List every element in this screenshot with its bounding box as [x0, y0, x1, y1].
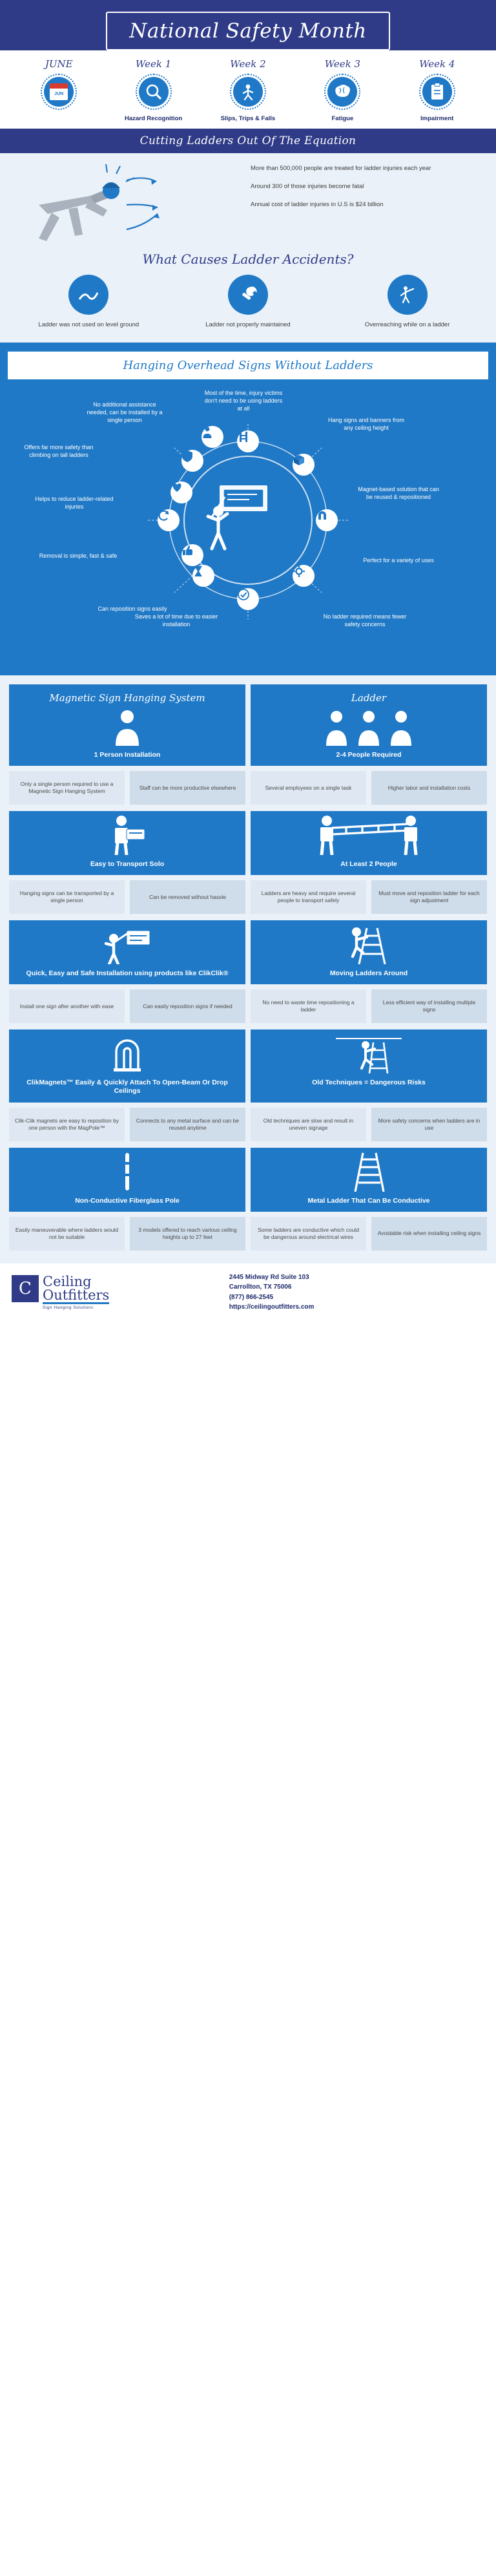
- person-on-ladder-icon: [254, 927, 483, 964]
- website-url[interactable]: https://ceilingoutfitters.com: [229, 1304, 315, 1311]
- fact-cell: Easily maneuverable where ladders would not be suitable: [9, 1217, 125, 1251]
- column-header-ladder: [251, 684, 487, 766]
- week-label: Week 2: [230, 58, 266, 70]
- check-shield-icon: [237, 588, 259, 610]
- panel-moving-ladders: [251, 920, 487, 984]
- comparison-headers: [9, 684, 487, 766]
- address-line: Carrollton, TX 75006: [229, 1283, 292, 1291]
- phone-number: (877) 866-2545: [229, 1293, 274, 1301]
- address-line: 2445 Midway Rd Suite 103: [229, 1273, 309, 1281]
- week-caption: Hazard Recognition: [124, 115, 183, 122]
- node-label: No additional assistance needed, can be installed by a single person: [87, 401, 163, 423]
- column-header-magnetic: [9, 684, 245, 766]
- one-person-icon: [13, 708, 242, 746]
- tired-brain-icon: [324, 74, 360, 110]
- cause-item-overreaching: [333, 275, 481, 330]
- slip-person-icon: [230, 74, 266, 110]
- fact-item: Around 300 of those injuries become fatal: [251, 183, 364, 191]
- person-climbing-ladder-wire-icon: [254, 1036, 483, 1073]
- panel-two-people: [251, 811, 487, 875]
- row-caption: ClikMagnets™ Easily & Quickly Attach To Open-Beam Or Drop Ceilings: [26, 1079, 228, 1095]
- box-icon: [293, 454, 315, 476]
- month-col-week3: [298, 58, 388, 122]
- month-label: JUNE: [45, 58, 73, 70]
- fact-row-5: [9, 1217, 487, 1251]
- falling-worker-icon: [13, 162, 248, 246]
- equation-facts: [248, 162, 483, 218]
- fact-cell: 3 models offered to reach various ceiling heights up to 27 feet: [130, 1217, 245, 1251]
- refresh-icon: [158, 509, 180, 531]
- fact-cell: Higher labor and installation costs: [371, 771, 487, 805]
- fact-cell: Clik-Clik magnets are easy to reposition by one person with the MagPole™: [9, 1108, 125, 1141]
- cause-item-maintenance: [174, 275, 322, 330]
- panel-transport-solo: [9, 811, 245, 875]
- wrench-icon: [228, 275, 268, 315]
- page-title: National Safety Month: [106, 12, 390, 50]
- comparison-row-3: [9, 920, 487, 984]
- comparison-row-4: [9, 1029, 487, 1102]
- two-people-carrying-ladder-icon: [254, 818, 483, 855]
- fact-cell: Only a single person required to use a Magnetic Sign Hanging System: [9, 771, 125, 805]
- fact-cell: Connects to any metal surface and can be reused anytime: [130, 1108, 245, 1141]
- column-title: Ladder: [351, 692, 387, 704]
- single-person-icon: [202, 426, 223, 448]
- fact-item: Annual cost of ladder injuries in U.S is $24 billion: [251, 201, 384, 209]
- row-caption: Moving Ladders Around: [329, 969, 408, 978]
- month-col-week4: [392, 58, 482, 122]
- logo-mark-c: C: [12, 1275, 39, 1302]
- fact-cell: Some ladders are conductive which could be dangerous around electrical wires: [251, 1217, 366, 1251]
- fact-cell: Old techniques are slow and result in uneven signage: [251, 1108, 366, 1141]
- panel-clikmagnets: [9, 1029, 245, 1102]
- week-caption: Impairment: [420, 115, 454, 122]
- row-caption: Non-Conductive Fiberglass Pole: [75, 1196, 180, 1205]
- fact-cell: Must move and reposition ladder for each sign adjustment: [371, 880, 487, 914]
- three-people-icon: [254, 708, 483, 746]
- week-label: Week 3: [324, 58, 361, 70]
- gear-icon: [293, 565, 315, 587]
- header: [0, 0, 496, 129]
- calendar-month-text: JUN: [54, 92, 64, 96]
- panel-fiberglass-pole: [9, 1148, 245, 1212]
- row-caption: Quick, Easy and Safe Installation using products like ClikClik®: [26, 969, 229, 978]
- footer-address: [229, 1272, 484, 1313]
- section-title-hanging: Hanging Overhead Signs Without Ladders: [8, 352, 488, 379]
- panel-quick-install: [9, 920, 245, 984]
- clipboard-icon: [419, 74, 455, 110]
- fiberglass-pole-icon: [13, 1154, 242, 1192]
- fact-cell: More safety concerns when ladders are in use: [371, 1108, 487, 1141]
- overreach-icon: [388, 275, 428, 315]
- week-caption: Fatigue: [331, 115, 354, 122]
- month-col-june: [14, 58, 104, 110]
- calendar-icon: [41, 74, 77, 110]
- radial-diagram: [8, 386, 488, 664]
- column-title: Magnetic Sign Hanging System: [49, 692, 205, 704]
- hourglass-icon: [192, 565, 214, 587]
- node-label: Offers far more safety than climbing on tall ladders: [24, 444, 94, 458]
- fact-cell: Install one sign after another with ease: [9, 989, 125, 1023]
- node-label: No ladder required means fewer safety concerns: [323, 613, 407, 628]
- uneven-ground-icon: [68, 275, 108, 315]
- month-col-week2: [203, 58, 293, 122]
- week-label: Week 4: [419, 58, 455, 70]
- month-weeks-row: [0, 50, 496, 129]
- causes-title: What Causes Ladder Accidents?: [142, 251, 354, 268]
- thumbs-up-icon: [181, 544, 203, 566]
- fact-cell: No need to waste time repositioning a ladder: [251, 989, 366, 1023]
- node-label: Saves a lot of time due to easier installation: [134, 613, 218, 628]
- month-col-week1: [108, 58, 198, 122]
- person-carrying-sign-icon: [13, 818, 242, 855]
- person-installing-sign-icon: [13, 927, 242, 964]
- footer: [0, 1263, 496, 1324]
- logo-line-1: Ceiling: [43, 1273, 92, 1289]
- row-caption: Metal Ladder That Can Be Conductive: [307, 1196, 430, 1205]
- logo-tagline: Sign Hanging Solutions: [43, 1305, 94, 1310]
- shield-icon: [181, 450, 203, 472]
- section-title-equation: Cutting Ladders Out Of The Equation: [0, 129, 496, 153]
- node-label: Magnet-based solution that can be reused & repositioned: [358, 486, 439, 500]
- metal-ladder-icon: [254, 1154, 483, 1192]
- comparison-section: [0, 675, 496, 1263]
- section-hanging: [0, 343, 496, 675]
- fact-cell: Avoidable risk when installing ceiling signs: [371, 1217, 487, 1251]
- fact-cell: Staff can be more productive elsewhere: [130, 771, 245, 805]
- magnifier-icon: [136, 74, 172, 110]
- magnet-icon: [316, 509, 338, 531]
- heart-icon: [170, 481, 192, 503]
- comparison-row-2: [9, 811, 487, 875]
- node-label: Hang signs and banners from any ceiling height: [327, 417, 405, 431]
- cause-item-uneven-ground: [15, 275, 163, 330]
- fact-cell: Can be removed without hassle: [130, 880, 245, 914]
- company-logo: [12, 1275, 229, 1310]
- cause-text: Ladder not properly maintained: [205, 321, 291, 329]
- fact-cell: Hanging signs can be transported by a single person: [9, 880, 125, 914]
- node-label: Can reposition signs easily: [98, 606, 167, 613]
- fact-cell: Several employees on a single task: [251, 771, 366, 805]
- row-caption: Old Techniques = Dangerous Risks: [312, 1079, 426, 1087]
- row-caption: Easy to Transport Solo: [90, 860, 165, 869]
- fact-row-4: [9, 1108, 487, 1141]
- cause-text: Overreaching while on a ladder: [364, 321, 450, 329]
- panel-metal-ladder: [251, 1148, 487, 1212]
- no-ladder-icon: [237, 430, 259, 452]
- row-caption: 1 Person Installation: [94, 750, 161, 759]
- panel-old-techniques: [251, 1029, 487, 1102]
- fact-cell: Less efficient way of installing multiple signs: [371, 989, 487, 1023]
- node-label: Perfect for a variety of uses: [363, 557, 434, 564]
- node-label: Most of the time, injury victims don't need to be using ladders at all: [204, 390, 283, 412]
- fact-row-3: [9, 989, 487, 1023]
- fact-item: More than 500,000 people are treated for ladder injuries each year: [251, 165, 431, 173]
- section-equation: [0, 153, 496, 343]
- week-caption: Slips, Trips & Falls: [220, 115, 276, 122]
- fact-row-2: [9, 880, 487, 914]
- fact-cell: Ladders are heavy and require several people to transport safely: [251, 880, 366, 914]
- cause-text: Ladder was not used on level ground: [38, 321, 140, 329]
- week-label: Week 1: [135, 58, 172, 70]
- fact-cell: Can easily reposition signs if needed: [130, 989, 245, 1023]
- row-caption: At Least 2 People: [340, 860, 397, 869]
- logo-line-2: Outfitters: [43, 1287, 110, 1303]
- fact-row-1: [9, 771, 487, 805]
- row-caption: 2-4 People Required: [336, 750, 402, 759]
- comparison-row-5: [9, 1148, 487, 1212]
- causes-list: [0, 275, 496, 340]
- node-label: Removal is simple, fast & safe: [39, 553, 118, 560]
- node-label: Helps to reduce ladder-related injuries: [35, 496, 114, 510]
- magnet-attach-icon: [13, 1036, 242, 1073]
